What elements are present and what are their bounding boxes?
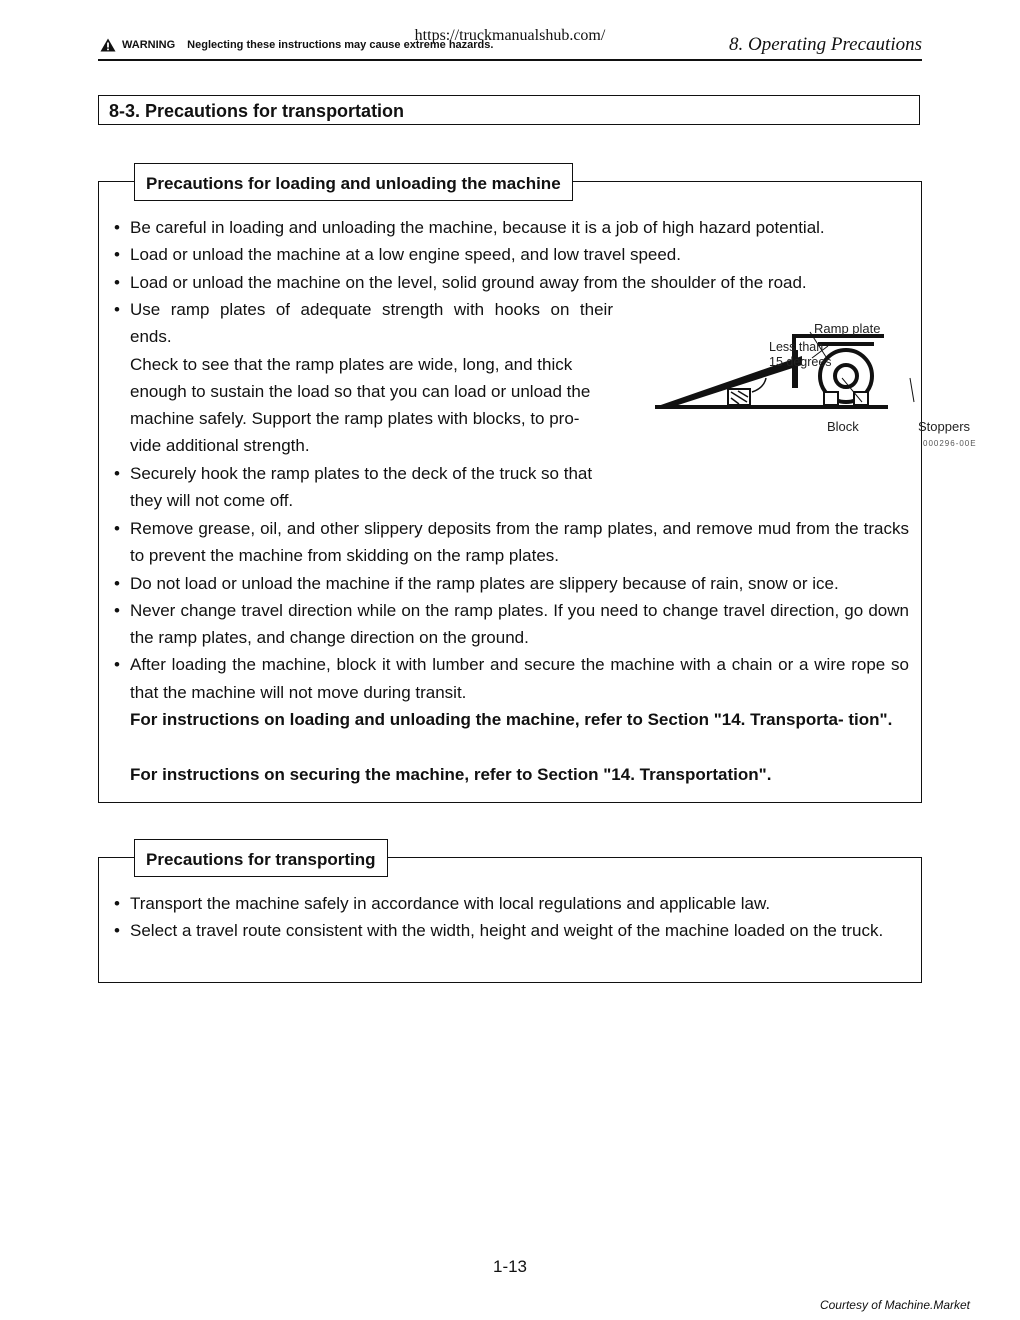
stopper-shape xyxy=(854,392,868,405)
warning-banner xyxy=(100,38,493,52)
list-item: • Do not load or unload the machine if the ramp plates are slippery because of rain, snow or ice. xyxy=(99,570,909,597)
warning-label: WARNING xyxy=(122,39,176,51)
label-block: Block xyxy=(827,419,859,434)
section-title: 8-3. Precautions for transportation xyxy=(98,95,920,125)
list-item-hook xyxy=(99,460,613,515)
warning-text: Neglecting these instructions may cause extreme hazards. xyxy=(187,39,494,51)
list-item: • Transport the machine safely in accordance with local regulations and applicable law. xyxy=(99,890,909,917)
label-ramp-plate: Ramp plate xyxy=(814,321,881,336)
ramp-line: • Use ramp plates of adequate strength with hooks on their xyxy=(130,300,613,319)
ramp-line: ends. xyxy=(130,327,172,347)
list-item: • After loading the machine, block it with lumber and secure the machine with a chain or a wire rope so that the machine will not move during transit. xyxy=(99,651,909,706)
stopper-shape xyxy=(824,392,838,405)
list-item: • Never change travel direction while on the ramp plates. If you need to change travel direction, go down the ramp plates, and change direction on the ground. xyxy=(99,597,909,652)
transport-box-title: Precautions for transporting xyxy=(134,839,388,877)
chapter-title: 8. Operating Precautions xyxy=(729,34,922,55)
ramp-line: machine safely. Support the ramp plates with blocks, to pro- xyxy=(130,409,580,429)
list-item: • Load or unload the machine on the level, solid ground away from the shoulder of the road. xyxy=(99,269,909,296)
hook-line: • Securely hook the ramp plates to the deck of the truck so that xyxy=(130,463,593,483)
list-item-ramp xyxy=(99,296,613,460)
list-item: • Remove grease, oil, and other slippery deposits from the ramp plates, and remove mud from the tracks to prevent the machine from skidding on the ramp plates. xyxy=(99,515,909,570)
ramp-line: enough to sustain the load so that you can load or unload the xyxy=(130,381,591,401)
ramp-line: vide additional strength. xyxy=(130,436,310,456)
diagram-code: 000296-00E xyxy=(923,439,977,448)
loading-ramp-list xyxy=(99,296,613,514)
courtesy-note: Courtesy of Machine.Market xyxy=(819,1298,970,1312)
list-item: • Be careful in loading and unloading the machine, because it is a job of high hazard potential. xyxy=(99,214,909,241)
warning-triangle-icon xyxy=(100,38,116,52)
transport-list xyxy=(99,890,909,945)
ramp-diagram xyxy=(652,320,977,460)
ramp-line: Check to see that the ramp plates are wide, long, and thick xyxy=(130,354,573,374)
hook-line: they will not come off. xyxy=(130,491,294,511)
list-item: • Load or unload the machine at a low engine speed, and low travel speed. xyxy=(99,241,909,268)
loading-top-list xyxy=(99,214,909,296)
loading-bottom-list xyxy=(99,515,909,706)
label-less-than: Less than xyxy=(769,340,824,354)
transport-precautions-box xyxy=(98,850,922,983)
wheel-hub xyxy=(835,365,857,387)
label-stoppers: Stoppers xyxy=(918,419,971,434)
source-url[interactable]: https://truckmanualshub.com/ xyxy=(414,27,606,44)
page-header xyxy=(98,34,922,61)
note-loading-reference: For instructions on loading and unloading the machine, refer to Section "14. Transporta- tion". xyxy=(130,710,893,729)
list-item: • Select a travel route consistent with the width, height and weight of the machine loaded on the truck. xyxy=(99,917,909,944)
loading-box-title: Precautions for loading and unloading the machine xyxy=(134,163,573,201)
label-15-degrees: 15 degrees xyxy=(769,355,832,369)
note-securing-reference: For instructions on securing the machine, refer to Section "14. Transportation". xyxy=(130,765,772,784)
page-number: 1-13 xyxy=(492,1257,528,1276)
loading-precautions-box xyxy=(98,174,977,803)
